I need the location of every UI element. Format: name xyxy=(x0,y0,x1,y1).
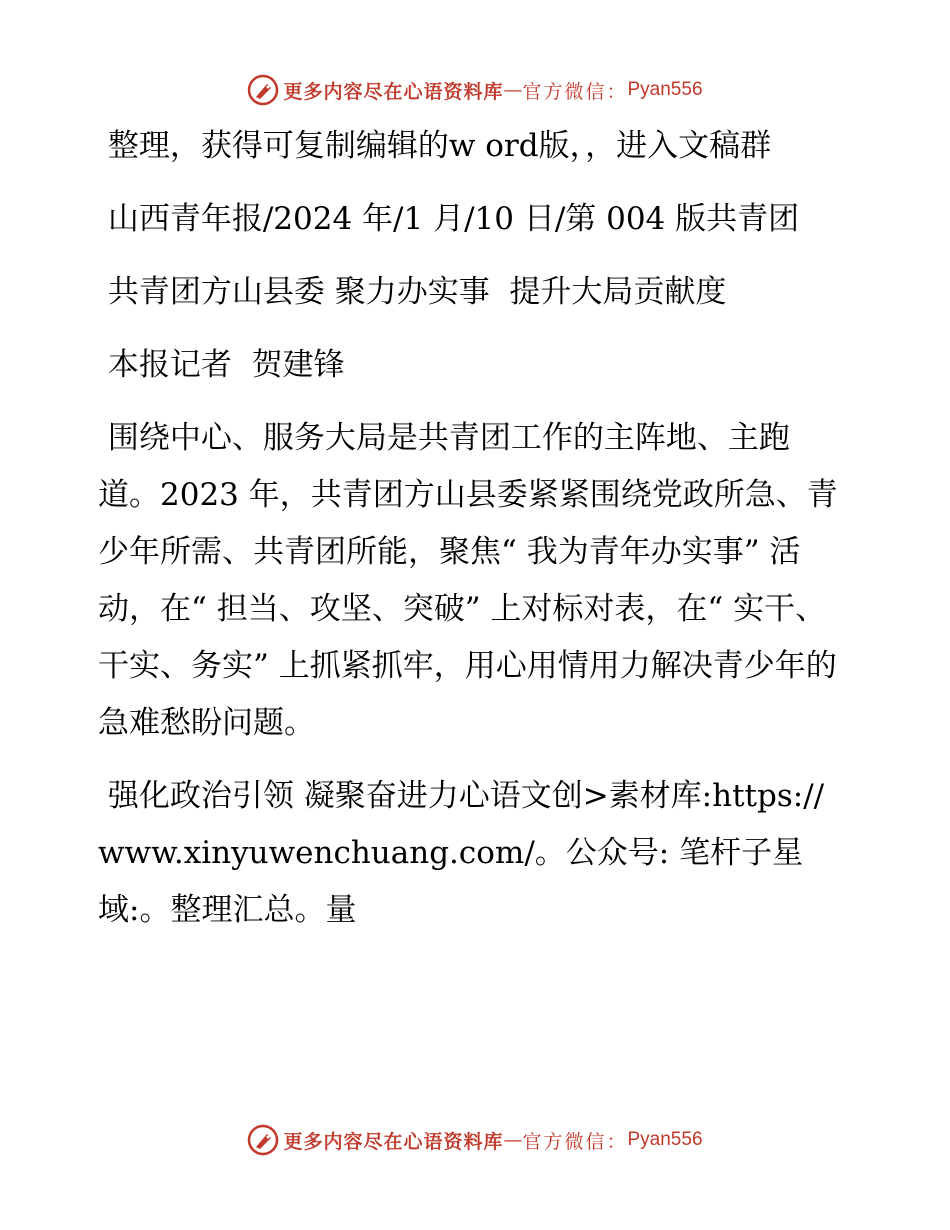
section-heading-paragraph: 强化政治引领 凝聚奋进力心语文创>素材库:https://www.xinyuwenchuang.com/。公众号: 笔杆子星域:。整理汇总。量 xyxy=(98,778,825,928)
header-brand-text: 更多内容尽在心语资料库 xyxy=(283,80,504,103)
intro-line: 整理，获得可复制编辑的w ord版，，进入文稿群 xyxy=(98,128,772,164)
footer-wechat-id: Pyan556 xyxy=(627,1129,703,1150)
footer-brand-text: 更多内容尽在心语资料库 xyxy=(283,1130,504,1153)
header-dash: — xyxy=(503,79,523,101)
body-paragraph: 围绕中心、服务大局是共青团工作的主阵地、主跑道。2023 年，共青团方山县委紧紧围绕党政所急、青少年所需、共青团所能，聚焦“ 我为青年办实事” 活动，在“ 担当、攻坚、突破” 上对标对表，在“ 实干、干实、务实” 上抓紧抓牢，用心用情用力解决青少年的急难愁盼问题。 xyxy=(98,420,838,741)
pen-nib-logo-icon xyxy=(247,1124,279,1156)
header-banner xyxy=(0,70,950,110)
header-wechat-id: Pyan556 xyxy=(627,79,703,100)
pen-nib-logo-icon xyxy=(247,74,279,106)
byline: 本报记者 贺建锋 xyxy=(98,347,345,383)
header-wechat-label: 官方微信： xyxy=(522,80,628,103)
source-line: 山西青年报/2024 年/1 月/10 日/第 004 版共青团 xyxy=(98,201,800,237)
footer-wechat-label: 官方微信： xyxy=(522,1130,628,1153)
footer-dash: — xyxy=(503,1129,523,1151)
document-body xyxy=(98,118,843,955)
footer-banner xyxy=(0,1120,950,1160)
article-title: 共青团方山县委 聚力办实事 提升大局贡献度 xyxy=(98,274,727,310)
